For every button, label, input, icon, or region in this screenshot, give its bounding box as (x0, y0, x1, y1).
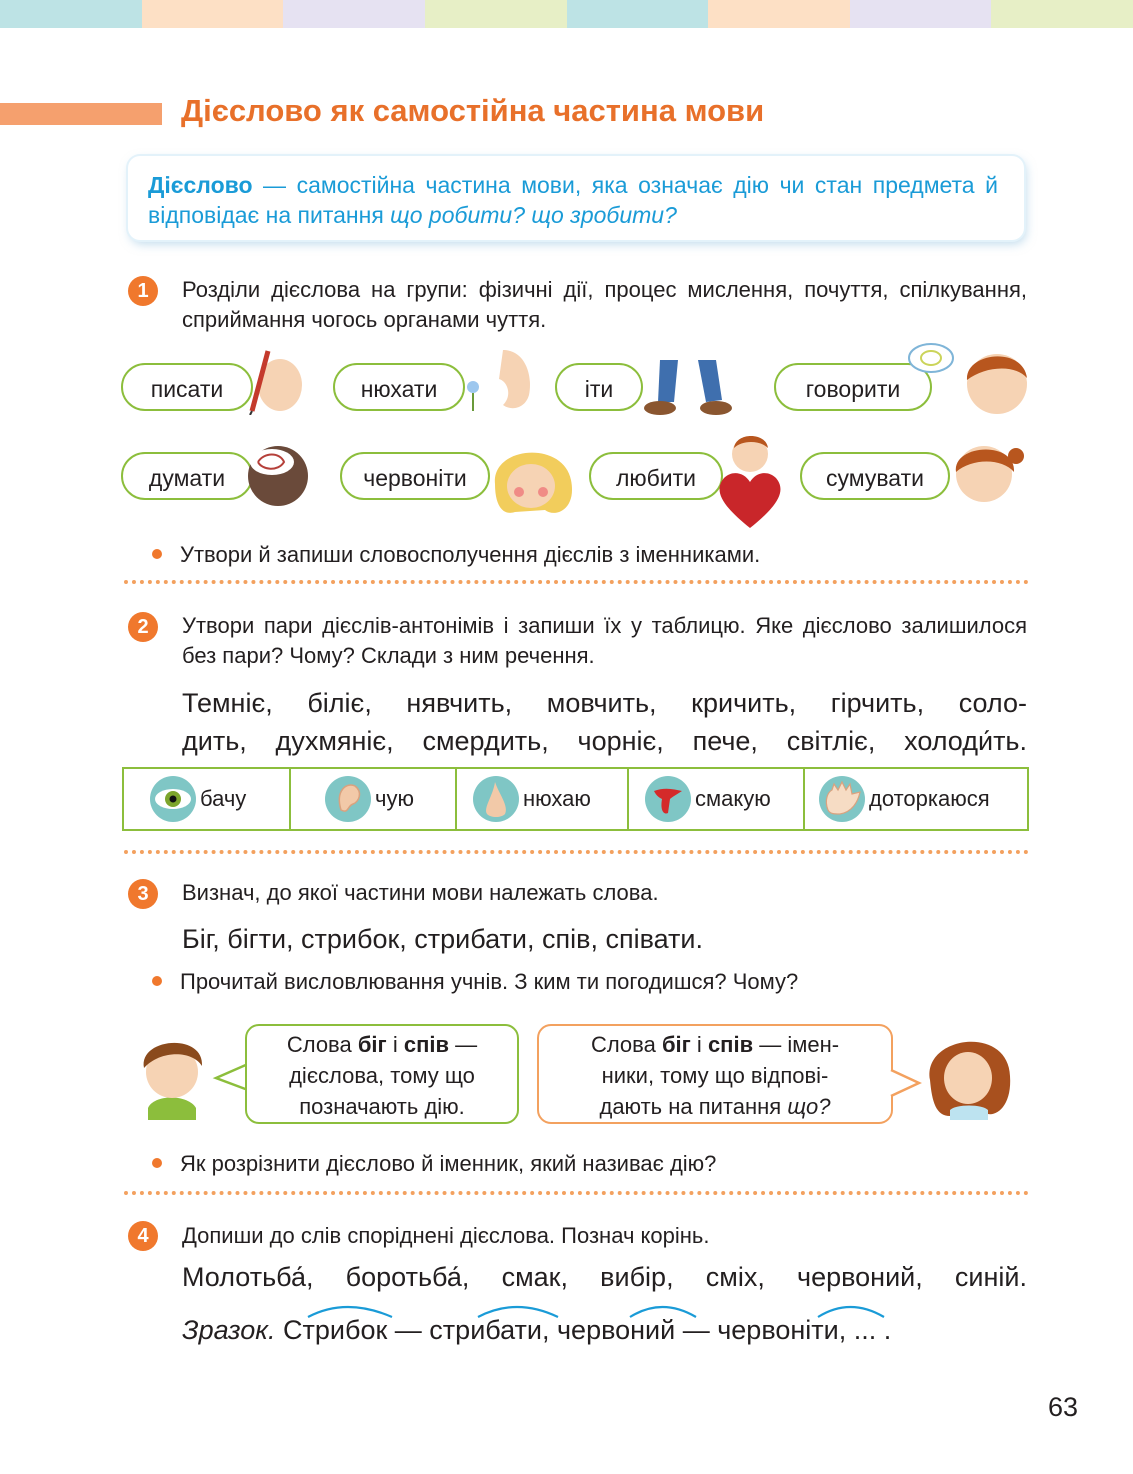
bubble-text: і (386, 1032, 404, 1057)
word-pill-chervonity: червоніти (340, 452, 490, 500)
sense-label-smell: нюхаю (523, 786, 591, 811)
sense-label-taste: смакую (695, 786, 771, 811)
bubble-right-line-1 (539, 1029, 891, 1060)
senses-table (122, 767, 1029, 831)
ear-icon (325, 776, 371, 822)
example-text: Стрибок — стрибати, червоний — червоніти, ... . (283, 1315, 892, 1345)
task-4-number: 4 (128, 1221, 158, 1251)
bubble-text: дають на питання (599, 1094, 788, 1119)
nose-smelling-icon (455, 345, 535, 415)
task-3-bullet-2-text: Як розрізнити дієслово й іменник, який називає дію? (180, 1151, 717, 1176)
heart-boy-icon (700, 432, 800, 532)
bubble-word-bih: біг (357, 1032, 387, 1057)
bubble-left-line-2: дієслова, тому що (289, 1063, 475, 1088)
task-2-words-line-2: дить, духмяніє, смердить, чорніє, пече, світліє, холоди́ть. (182, 726, 1027, 756)
task-1-bullet-text: Утвори й запиши словосполучення дієслів з іменниками. (180, 542, 761, 567)
bullet-icon (152, 549, 162, 559)
sense-cell-hear (291, 769, 457, 829)
top-color-strip (0, 0, 1133, 28)
dotted-separator (124, 580, 1029, 584)
bullet-icon (152, 976, 162, 986)
strip-segment (283, 0, 425, 28)
sad-girl-icon (942, 436, 1027, 506)
page-title: Дієслово як самостійна частина мови (181, 93, 765, 128)
bubble-right-line-3 (539, 1091, 891, 1122)
bubble-text: Слова (286, 1032, 358, 1057)
task-4-words: Молотьба́, боротьба́, смак, вибір, сміх, червоний, синій. (182, 1262, 1027, 1292)
rule-questions: що робити? що зробити? (390, 202, 677, 228)
task-2-number: 2 (128, 612, 158, 642)
sense-cell-see (124, 769, 291, 829)
girl-illustration (922, 1024, 1014, 1120)
bubble-question: що? (787, 1094, 831, 1119)
bubble-tail-right (889, 1068, 923, 1098)
strip-segment (0, 0, 142, 28)
task-1-text: Розділи дієслова на групи: фізичні дії, процес мислення, почуття, спілкування, сприймання чогось органами чуття. (182, 277, 1027, 332)
thinking-head-icon (238, 440, 318, 510)
writing-hand-icon (238, 345, 308, 415)
sense-cell-smell (457, 769, 629, 829)
sense-label-hear: чую (375, 786, 414, 811)
title-accent-bar (0, 103, 162, 125)
word-pill-hovoryty: говорити (774, 363, 932, 411)
sense-cell-taste (629, 769, 805, 829)
sense-label-see: бачу (200, 786, 247, 811)
walking-legs-icon (638, 352, 738, 427)
eye-icon (150, 776, 196, 822)
bubble-text: і (690, 1032, 708, 1057)
word-pill-pysaty: писати (121, 363, 253, 411)
bullet-icon (152, 1158, 162, 1168)
task-3-bullet-1-text: Прочитай висловлювання учнів. З ким ти погодишся? Чому? (180, 969, 799, 994)
speech-bubble-left (245, 1024, 519, 1124)
strip-segment (708, 0, 850, 28)
strip-segment (991, 0, 1133, 28)
bubble-right-line-2: ники, тому що відпові- (601, 1063, 829, 1088)
tongue-icon (645, 776, 691, 822)
example-label: Зразок. (182, 1315, 276, 1345)
task-2-words-line-1: Темніє, біліє, нявчить, мовчить, кричить, гірчить, соло- (182, 688, 1027, 718)
bubble-text: — імен- (753, 1032, 840, 1057)
bubble-text: — (449, 1032, 478, 1057)
task-3-bullet-1 (152, 968, 798, 996)
strip-segment (425, 0, 567, 28)
bubble-left-line-3: позначають дію. (299, 1094, 465, 1119)
rule-term: Дієслово (148, 172, 253, 198)
word-pill-dumaty: думати (121, 452, 253, 500)
dotted-separator (124, 1191, 1029, 1195)
sense-label-touch: доторкаюся (869, 786, 990, 811)
bubble-word-bih: біг (661, 1032, 691, 1057)
task-1-number: 1 (128, 276, 158, 306)
word-pill-sumuvaty: сумувати (800, 452, 950, 500)
word-pill-ity: іти (555, 363, 643, 411)
bubble-text: Слова (590, 1032, 662, 1057)
page-number: 63 (1048, 1392, 1079, 1422)
rule-text (148, 170, 998, 230)
sense-cell-touch (805, 769, 1026, 829)
strip-segment (142, 0, 284, 28)
dotted-separator (124, 850, 1029, 854)
task-3-words: Біг, бігти, стрибок, стрибати, спів, співати. (182, 924, 703, 954)
talking-boy-icon (905, 340, 1033, 420)
task-3-bullet-2 (152, 1150, 716, 1178)
boy-illustration (134, 1028, 214, 1120)
hand-icon (819, 776, 865, 822)
bubble-word-spiv: спів (707, 1032, 754, 1057)
word-pill-niukhaty: нюхати (333, 363, 465, 411)
word-pill-liubyty: любити (589, 452, 723, 500)
task-4-text: Допиши до слів споріднені дієслова. Познач корінь. (182, 1223, 710, 1248)
rule-definition: — самостійна частина мови, яка означає дію чи стан предмета й відповідає на питання (148, 172, 998, 228)
task-3-text: Визнач, до якої частини мови належать слова. (182, 880, 659, 905)
task-3-number: 3 (128, 879, 158, 909)
nose-icon (473, 776, 519, 822)
blushing-girl-icon (485, 440, 580, 520)
strip-segment (850, 0, 992, 28)
task-1-bullet (152, 541, 760, 569)
strip-segment (567, 0, 709, 28)
bubble-left-line-1 (247, 1029, 517, 1060)
bubble-word-spiv: спів (403, 1032, 450, 1057)
task-2-text: Утвори пари дієслів-антонімів і запиши їх у таблицю. Яке дієслово залишилося без пари? Чому? Склади з ним речення. (182, 613, 1027, 668)
speech-bubble-right (537, 1024, 893, 1124)
task-4-example (182, 1311, 1027, 1349)
